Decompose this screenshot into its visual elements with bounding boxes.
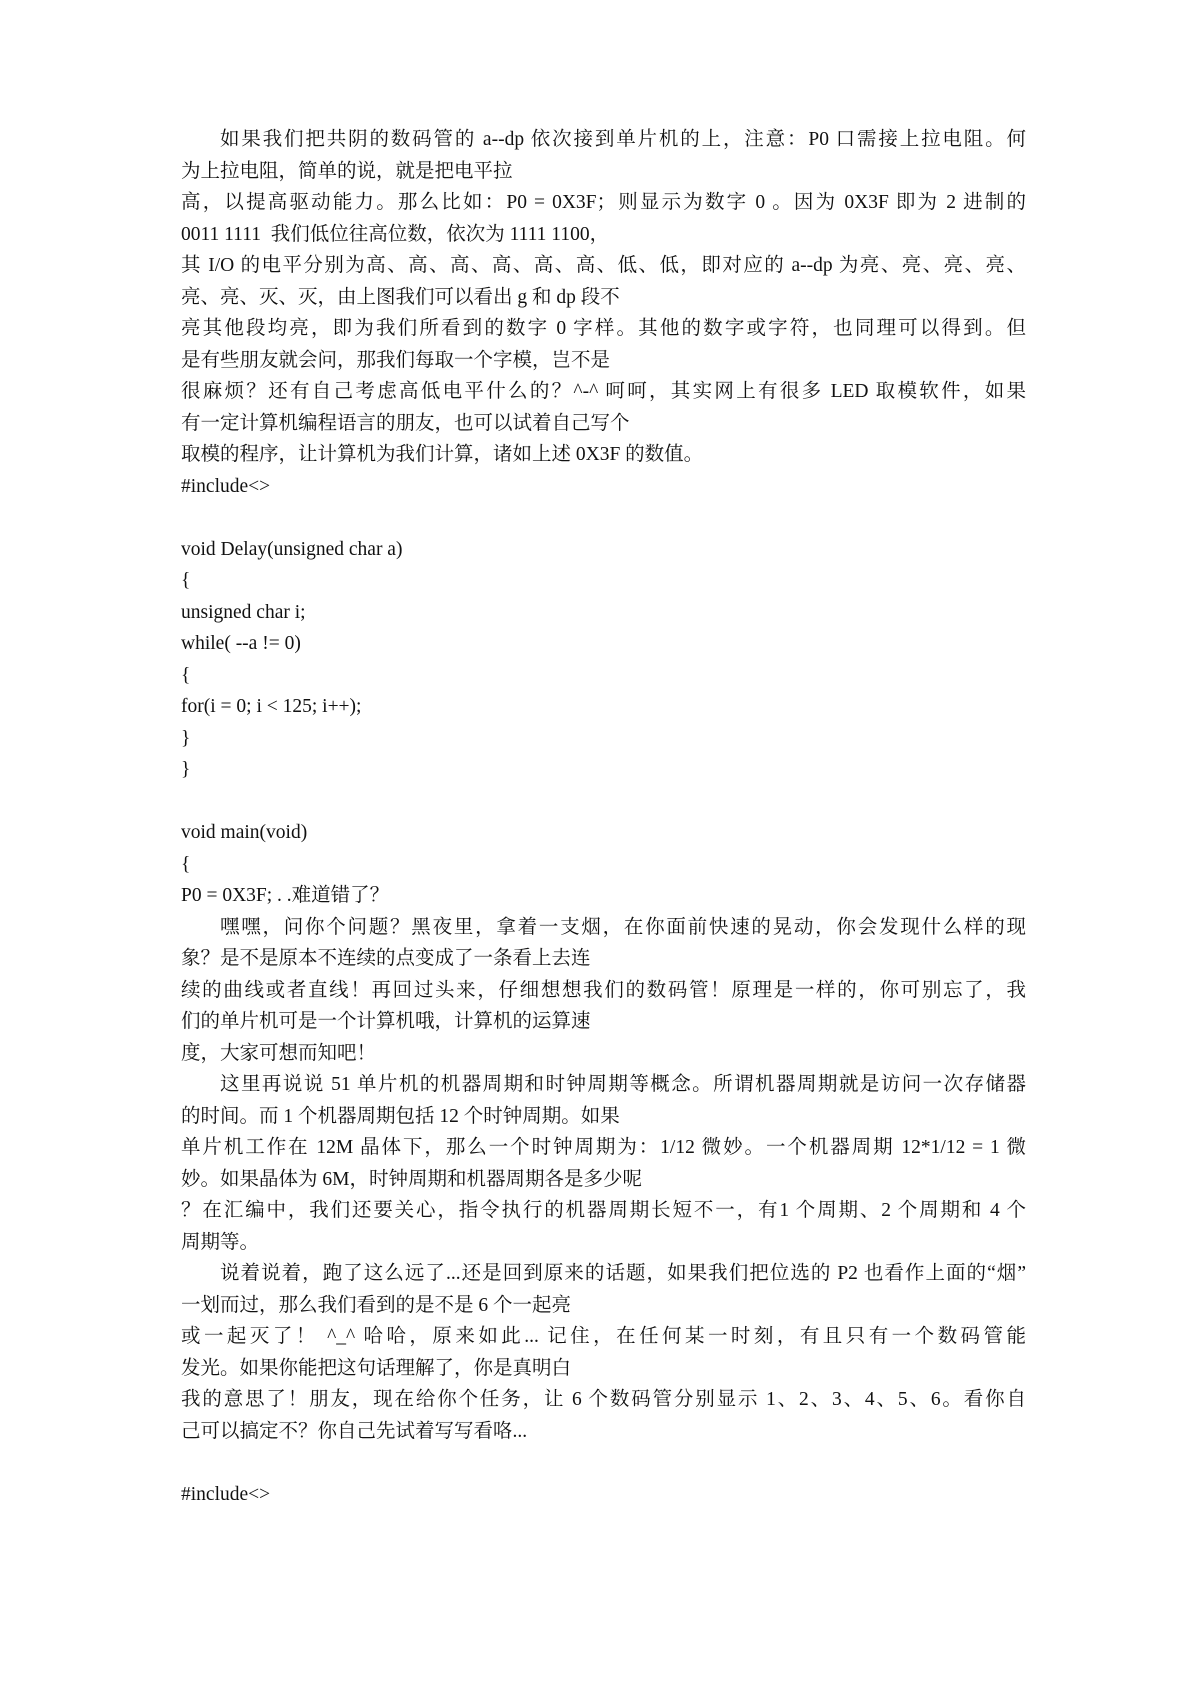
text-line: 这里再说说 51 单片机的机器周期和时钟周期等概念。所谓机器周期就是访问一次存储器: [220, 1074, 1026, 1095]
code-line: }: [181, 727, 191, 749]
text-line: 取模的程序，让计算机为我们计算，诸如上述 0X3F 的数值。: [181, 444, 704, 465]
document-body: [181, 124, 1026, 1510]
code-line: #include<>: [181, 1483, 271, 1505]
text-line: 很麻烦？还有自己考虑高低电平什么的？^-^ 呵呵，其实网上有很多 LED 取模软件，如果: [181, 381, 1026, 402]
text-line: 度，大家可想而知吧！: [181, 1042, 377, 1064]
text-line: 嘿嘿，问你个问题？黑夜里，拿着一支烟，在你面前快速的晃动，你会发现什么样的现: [220, 916, 1026, 938]
text-line: ？在汇编中，我们还要关心，指令执行的机器周期长短不一，有1 个周期、2 个周期和 4 个: [181, 1200, 1026, 1221]
text-line: 们的单片机可是一个计算机哦，计算机的运算速: [181, 1011, 591, 1032]
code-line: void Delay(unsigned char a): [181, 538, 403, 560]
blank-line: [181, 502, 1026, 534]
text-line: 为上拉电阻，简单的说，就是把电平拉: [181, 160, 513, 182]
text-line: 发光。如果你能把这句话理解了，你是真明白: [181, 1357, 572, 1379]
code-line: unsigned char i;: [181, 601, 306, 623]
code-line: {: [181, 853, 191, 875]
code-line: void main(void): [181, 822, 308, 843]
text-line: 0011 1111 我们低位往高位数，依次为 1111 1100，: [181, 223, 610, 245]
text-line: 高，以提高驱动能力。那么比如：P0 = 0X3F；则显示为数字 0 。因为 0X3F 即为 2 进制的: [181, 192, 1026, 213]
text-line: 续的曲线或者直线！再回过头来，仔细想想我们的数码管！原理是一样的，你可别忘了，我: [181, 979, 1026, 1001]
code-line: while( --a != 0): [181, 633, 301, 654]
text-line: 单片机工作在 12M 晶体下，那么一个时钟周期为：1/12 微妙。一个机器周期 12*1/12 = 1 微: [181, 1137, 1026, 1158]
code-line: for(i = 0; i < 125; i++);: [181, 696, 362, 717]
text-line: 其 I/O 的电平分别为高、高、高、高、高、高、低、低，即对应的 a--dp 为亮、亮、亮、亮、: [181, 255, 1026, 276]
text-line: 有一定计算机编程语言的朋友，也可以试着自己写个: [181, 412, 630, 434]
text-line: 亮、亮、灭、灭，由上图我们可以看出 g 和 dp 段不: [181, 286, 620, 308]
code-line: }: [181, 759, 191, 780]
text-line: 妙。如果晶体为 6M，时钟周期和机器周期各是多少呢: [181, 1168, 642, 1190]
code-line: P0 = 0X3F; . .难道错了？: [181, 885, 390, 906]
text-line: 是有些朋友就会问，那我们每取一个字模，岂不是: [181, 349, 611, 371]
blank-line: [181, 1447, 1026, 1479]
text-line: 象？是不是原本不连续的点变成了一条看上去连: [181, 948, 591, 969]
text-line: 亮其他段均亮，即为我们所看到的数字 0 字样。其他的数字或字符，也同理可以得到。但: [181, 318, 1026, 339]
text-line: 的时间。而 1 个机器周期包括 12 个时钟周期。如果: [181, 1105, 620, 1127]
text-line: 我的意思了！朋友，现在给你个任务，让 6 个数码管分别显示 1、2、3、4、5、6。看你自: [181, 1389, 1026, 1410]
text-line: 或一起灭了！ ^_^ 哈哈，原来如此... 记住，在任何某一时刻，有且只有一个数码管能: [181, 1326, 1026, 1347]
text-line: 己可以搞定不？你自己先试着写写看咯...: [181, 1420, 528, 1442]
code-line: {: [181, 570, 191, 591]
text-line: 如果我们把共阴的数码管的 a--dp 依次接到单片机的上，注意：P0 口需接上拉电阻。何: [220, 129, 1026, 150]
text-line: 周期等。: [181, 1231, 260, 1253]
blank-line: [181, 786, 1026, 818]
text-line: 一划而过，那么我们看到的是不是 6 个一起亮: [181, 1294, 572, 1316]
text-line: 说着说着，跑了这么远了...还是回到原来的话题，如果我们把位选的 P2 也看作上面的“烟”: [220, 1263, 1026, 1284]
code-line: {: [181, 664, 191, 686]
code-line: #include<>: [181, 475, 271, 497]
